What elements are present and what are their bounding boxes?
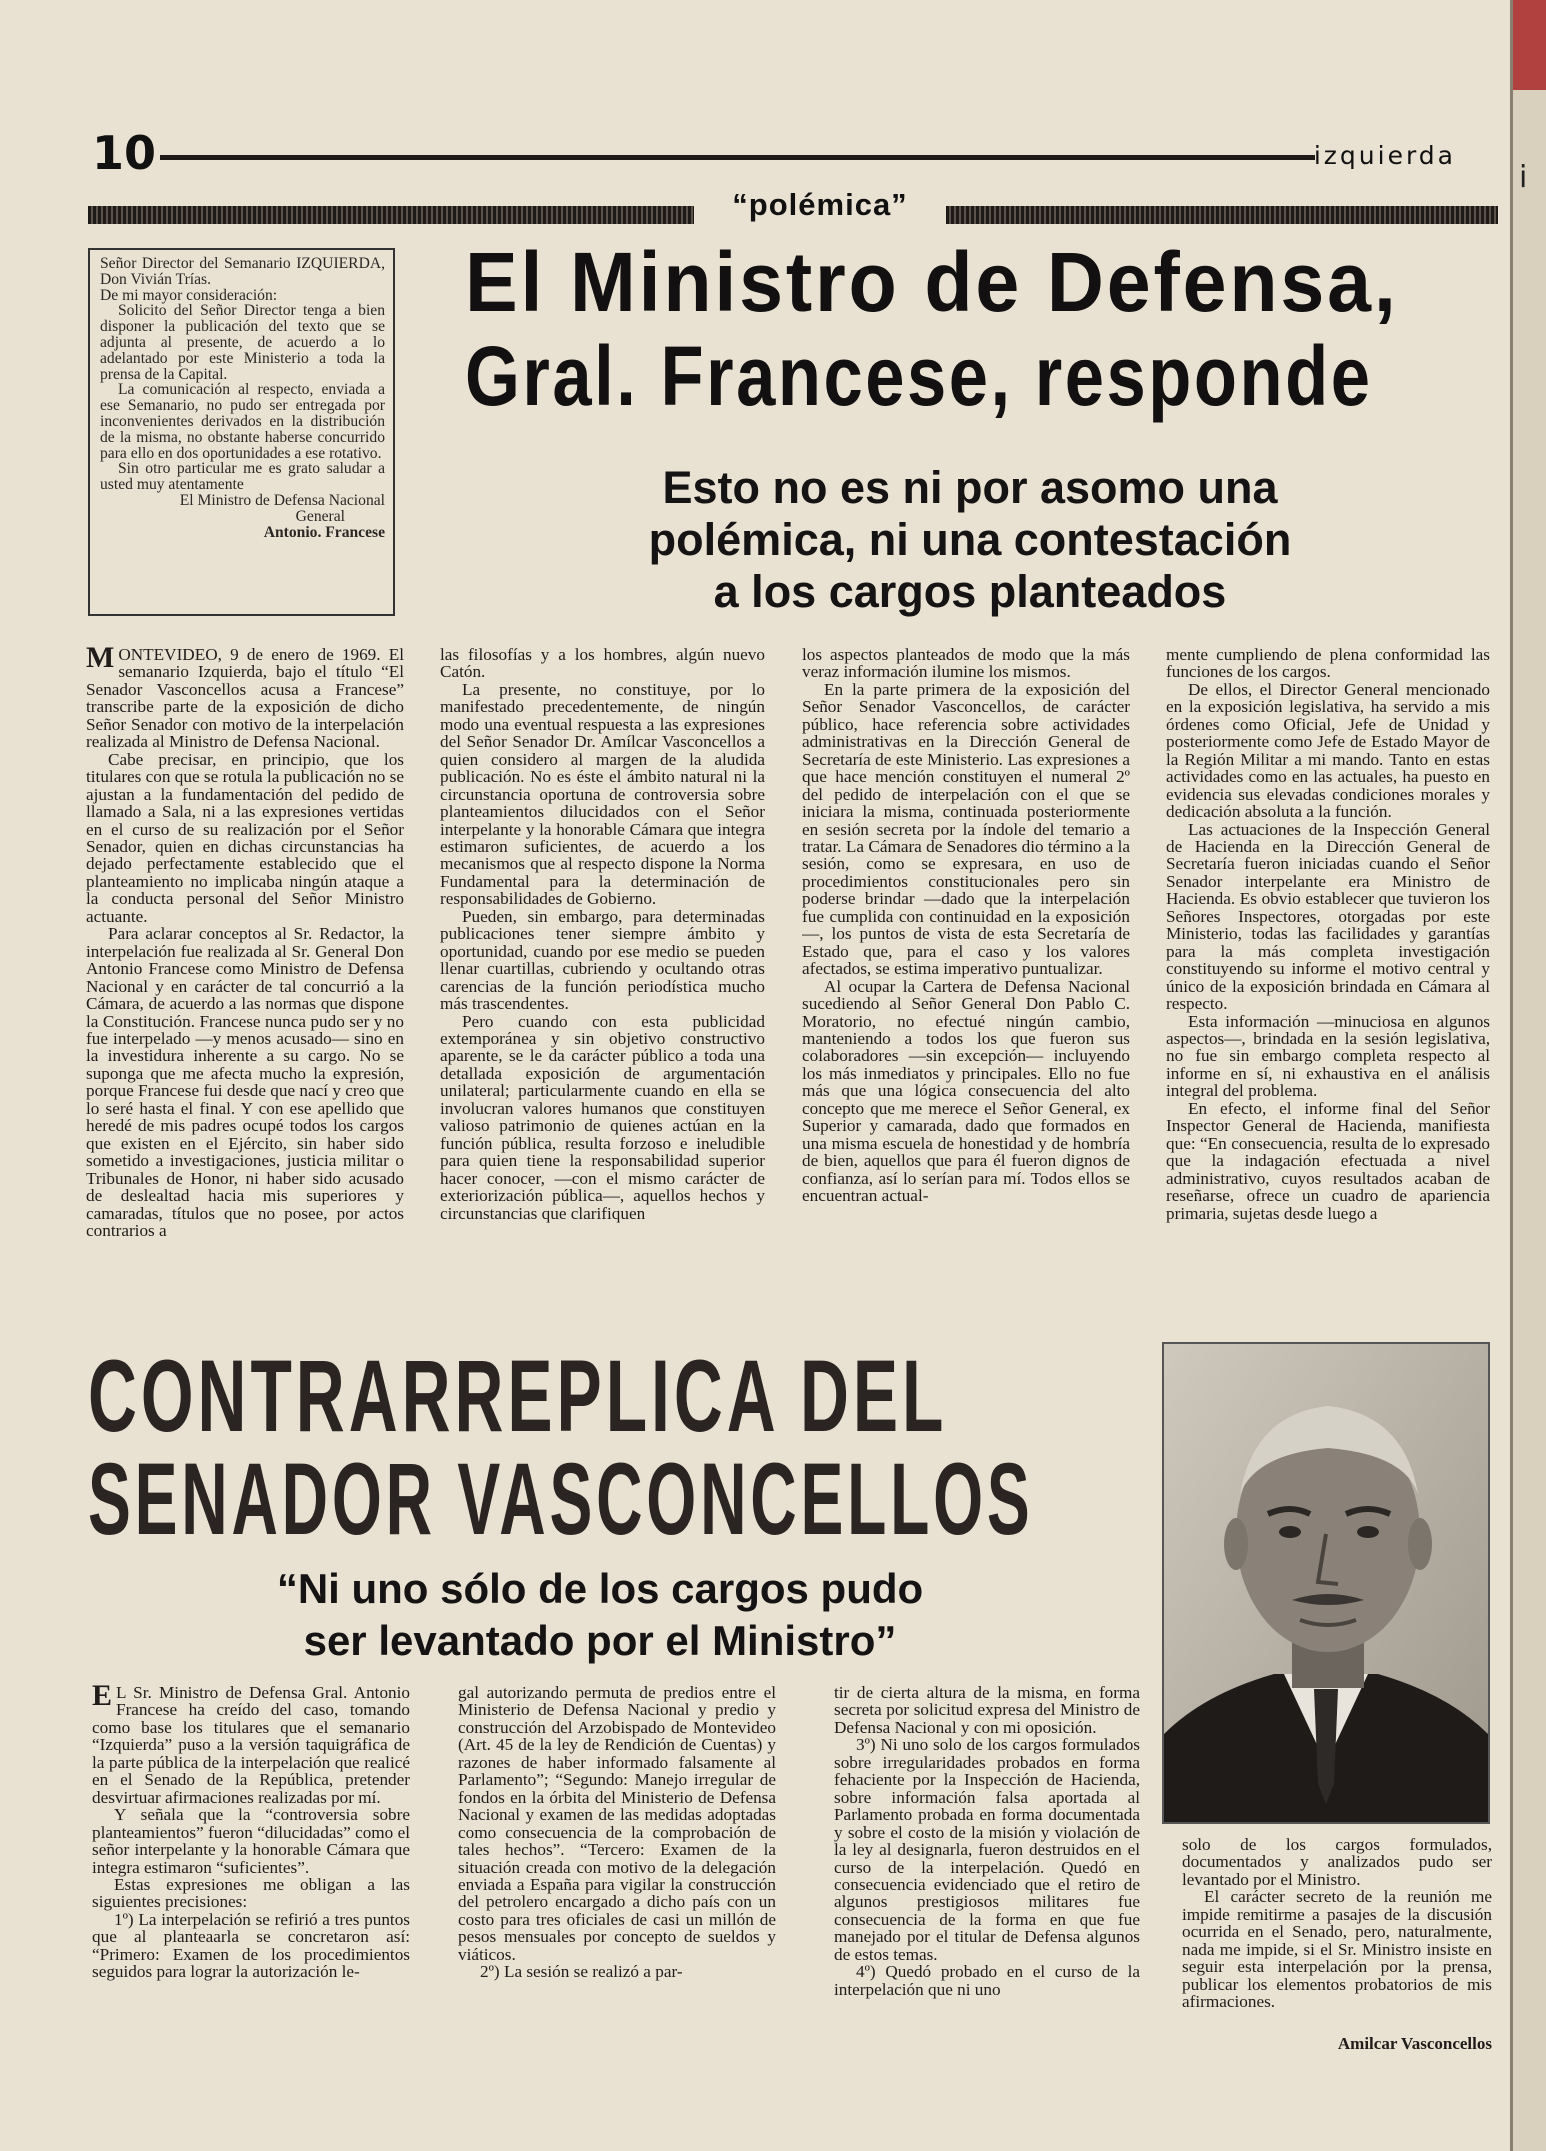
paragraph: 4º) Quedó probado en el curso de la interpelación que ni uno (834, 1962, 1140, 1999)
paragraph: los aspectos planteados de modo que la más veraz información ilumine los mismos. (802, 646, 1130, 682)
paragraph: Las actuaciones de la Inspección General de Hacienda en la Dirección General de Secretaría fueron iniciadas cuando el Señor Senador interpelante era Ministro de Hacienda. Es obvio establecer que tuvieron los Señores Inspectores, otorgadas por este Ministerio, todas las facilidades y garantías para la más completa investigación constituyendo su informe el motivo central y único de la exposición brindada en Cámara al respecto. (1166, 819, 1490, 1014)
paragraph: Cabe precisar, en principio, que los titulares con que se rotula la publicación no se ajustan a la fundamentación del pedido de llamado a Sala, ni a las expresiones vertidas en el curso de su realización por el Señor Senador, quien en dichas circunstancias ha dejado perfectamente establecido que el planteamiento no implicaba ningún ataque a la conducta personal del Señor Ministro actuante. (86, 749, 404, 926)
article-1-column-1 (86, 646, 404, 1314)
letter-closing: El Ministro de Defensa Nacional (179, 491, 385, 509)
article-1-column-3 (802, 646, 1130, 1314)
paragraph: El carácter secreto de la reunión me impide remitirme a pasajes de la discusión ocurrida en el Senado, pero, naturalmente, nada me impide, si el Sr. Ministro insiste en seguir esta interpelación por la prensa, publicar los elementos probatorios de mis afirmaciones. (1182, 1887, 1492, 2012)
paragraph: mente cumpliendo de plena conformidad las funciones de los cargos. (1166, 646, 1490, 682)
adjacent-page-edge (1510, 0, 1546, 2151)
paragraph: Esta información —minuciosa en algunos aspectos—, brindada en la sesión legislativa, no fue sin embargo completa respecto al informe en sí, ni exhaustiva en el análisis integral del problema. (1166, 1011, 1490, 1101)
paragraph: En la parte primera de la exposición del Señor Senador Vasconcellos, de carácter público, hace referencia sobre actividades administrativas en la Dirección General de Secretaría de este Ministerio. Las expresiones a que hace mención constituyen el numeral 2º del pedido de interpelación con el que se iniciara la misma, continuada posteriormente en sesión secreta por la índole del temario a tratar. La Cámara de Senadores dio término a la sesión, como se expresara, en uso de procedimientos constitucionales pero sin poderse brindar —dado que la interpelación fue cumplida con continuidad en la exposición—, los puntos de vista de esta Secretaría de Estado que, para el caso y los valores afectados, se estima imperativo puntualizar. (802, 679, 1130, 979)
adjacent-page-fragment: i (1519, 160, 1528, 195)
subhead-1-line-3: a los cargos planteados (713, 566, 1227, 617)
paragraph: L Sr. Ministro de Defensa Gral. Antonio Francese ha creído del caso, tomando como base los titulares que el semanario “Izquierda” puso a la versión taquigráfica de la parte pública de la interpelación que realicé en el Senado de la República, pretender desvirtuar afirmaciones realizadas por mí. (92, 1684, 410, 1807)
paragraph: Al ocupar la Cartera de Defensa Nacional sucediendo al Señor General Don Pablo C. Moratorio, no efectué ningún cambio, manteniendo a todos los que fueron sus colaboradores —sin excepción— incluyendo los más inmediatos y principales. Ello no fue más que una lógica consecuencia del alto concepto que me merece el Señor General, ex Superior y camarada, dado que formados en una misma escuela de honestidad y de hombría de bien, aquellos que para él fueron dignos de confianza, así lo serían para mí. Todos ellos se encuentran actual- (802, 976, 1130, 1206)
paragraph: En efecto, el informe final del Señor Inspector General de Hacienda, manifiesta que: “En consecuencia, resulta de lo expresado que la indagación efectuada a nivel administrativo, cuyos resultados acaban de reseñarse, ofrece un cuadro de apariencia primaria, sujetas desde luego a (1166, 1098, 1490, 1223)
masthead: izquierda (1313, 141, 1456, 170)
article-2-column-1 (92, 1684, 410, 2064)
dropcap: M (86, 646, 115, 674)
letter-paragraph: Sin otro particular me es grato saludar a usted muy atentamente (100, 460, 385, 494)
letter-box (88, 248, 395, 616)
subhead-2-line-2: ser levantado por el Ministro” (303, 1617, 897, 1664)
paragraph: Pueden, sin embargo, para determinadas publicaciones tener siempre ámbito y oportunidad, cuando por ese medio se pueden llenar cuartillas, cubriendo y ocultando otras carencias de la función periodística mucho más trascendentes. (440, 906, 765, 1014)
subhead-1-line-1: Esto no es ni por asomo una (662, 462, 1278, 513)
header-rule (160, 155, 1315, 160)
adjacent-page-color-strip (1513, 0, 1546, 90)
article-2-signature: Amilcar Vasconcellos (1337, 2034, 1492, 2053)
paragraph: gal autorizando permuta de predios entre el Ministerio de Defensa Nacional y predio y construcción del Arzobispado de Montevideo (Art. 45 de la ley de Rendición de Cuentas) y razones de haber informado falsamente al Parlamento”; “Segundo: Manejo irregular de fondos en la órbita del Ministerio de Defensa Nacional y examen de las medidas adoptadas como consecuencia de la comprobación de tales hechos”. “Tercero: Examen de la situación creada con motivo de la delegación enviada a España para vigilar la construcción del petrolero encargado a dicho país con un costo para tres oficiales de casi un millón de pesos mensuales por concepto de sueldos y viáticos. (458, 1684, 776, 1964)
paragraph: 2º) La sesión se realizó a par- (480, 1962, 683, 1982)
dropcap: E (92, 1684, 113, 1712)
section-bar-left (88, 206, 694, 224)
article-1-column-2 (440, 646, 765, 1314)
letter-paragraph: Solicito del Señor Director tenga a bien disponer la publicación del texto que se adjunta al presente, de acuerdo a lo adelantado por este Ministerio a toda la prensa de la Capital. (100, 302, 385, 383)
article-1-column-4 (1166, 646, 1490, 1314)
portrait-image (1164, 1344, 1488, 1822)
paragraph: Para aclarar conceptos al Sr. Redactor, la interpelación fue realizada al Sr. General Don Antonio Francese como Ministro de Defensa Nacional y en carácter de tal concurrió a la Cámara, de acuerdo a las normas que dispone la Constitución. Francese nunca pudo ser y no fue interpelado —y menos acusado— sino en la investidura inherente a su cargo. No se suponga que me afecta mucho la expresión, porque Francese fui desde que nací y creo que lo seré hasta el final. Y con ese apellido que heredé de mis padres ocupé todos los cargos que existen en el Ejército, sin haber sido sometido a investigaciones, justicia militar o Tribunales de Honor, ni haber sido acusado de deslealtad hacia mis superiores y camaradas, títulos que no posee, por actos contrarios a (86, 924, 404, 1240)
page-number: 10 (92, 126, 157, 180)
paragraph: tir de cierta altura de la misma, en forma secreta por solicitud expresa del Ministro de Defensa Nacional y con mi oposición. (834, 1684, 1140, 1737)
paragraph: Pero cuando con esta publicidad extemporánea y sin objetivo constructivo aparente, se le da carácter público a toda una detallada exposición de argumentación unilateral; particularmente cuando en ella se involucran valores humanos que constituyen valioso patrimonio de quienes actúan en la función pública, resulta forzoso e ineludible para quien tiene la responsabilidad superior hacer conocer, —con el mismo carácter de exteriorización pública—, aquellos hechos y circunstancias que clarifiquen (440, 1011, 765, 1223)
article-2-column-4 (1182, 1836, 1492, 2022)
subhead-2-line-1: “Ni uno sólo de los cargos pudo (276, 1565, 924, 1612)
letter-paragraph: Señor Director del Semanario IZQUIERDA, Don Vivián Trías. (100, 255, 385, 288)
paragraph: De ellos, el Director General mencionado en la exposición legislativa, ha servido a mis órdenes como Oficial, Jefe de Unidad y posteriormente como Jefe de Estado Mayor de la Región Militar a mi mando. Tanto en estas actividades como en las actuales, ha puesto en evidencia sus elevadas condiciones morales y dedicación absoluta a la función. (1166, 679, 1490, 822)
paragraph: 3º) Ni uno solo de los cargos formulados sobre irregularidades probados en forma fehaciente por la Inspección de Hacienda, sobre información falsa aportada al Parlamento probada en forma documentada y sobre el costo de la misión y violación de la ley al designarla, fueron destruidos en el curso de la interpelación. Quedó en consecuencia evidenciado que el retiro de algunos prestigiosos militares fue consecuencia de la forma en que fue manejado por el titular de Defensa algunos de estos temas. (834, 1735, 1140, 1964)
letter-closing: General (295, 507, 345, 525)
paragraph: 1º) La interpelación se refirió a tres puntos que al planteaarla se concretaron así: “Primero: Examen de los procedimientos seguidos para lograr la autorización le- (92, 1909, 410, 1982)
headline-2-line-2: SENADOR VASCONCELLOS (88, 1442, 1034, 1556)
paragraph: las filosofías y a los hombres, algún nuevo Catón. (440, 646, 765, 682)
paragraph: Y señala que la “controversia sobre planteamientos” fueron “dilucidadas” como el señor interpelante y la honorable Cámara que integra estimaron “suficientes”. (92, 1805, 410, 1877)
paragraph: solo de los cargos formulados, documentados y analizados pudo ser levantado por el Ministro. (1182, 1836, 1492, 1889)
letter-paragraph: La comunicación al respecto, enviada a ese Semanario, no pudo ser entregada por inconvenientes derivados en la distribución de la misma, no obstante haberse concurrido para ello en dos oportunidades a ese rotativo. (100, 381, 385, 462)
headline-1-line-2: Gral. Francese, responde (465, 329, 1373, 423)
article-2-column-3 (834, 1684, 1140, 2064)
paragraph: Estas expresiones me obligan a las siguientes precisiones: (92, 1874, 410, 1912)
section-label: “polémica” (732, 187, 908, 222)
letter-paragraph: De mi mayor consideración: (100, 286, 278, 304)
subhead-1-line-2: polémica, ni una contestación (648, 514, 1292, 565)
paragraph: La presente, no constituye, por lo manifestado precedentemente, de ningún modo una eventual respuesta a las expresiones del Señor Senador Dr. Amílcar Vasconcellos a quien considero al margen de la aludida publicación. No es éste el ámbito natural ni la circunstancia oportuna de controversia sobre planteamientos dilucidados con el Señor interpelante y la honorable Cámara que integra estimaron suficientes, de acuerdo a los mecanismos que al respecto dispone la Norma Fundamental para la determinación de responsabilidades de Gobierno. (440, 679, 765, 909)
headline-2-line-1: CONTRARREPLICA DEL (88, 1339, 948, 1453)
letter-signature: Antonio. Francese (263, 523, 385, 541)
article-2-column-2 (458, 1684, 776, 2064)
headline-1-line-1: El Ministro de Defensa, (465, 235, 1399, 329)
paragraph: ONTEVIDEO, 9 de enero de 1969. El semanario Izquierda, bajo el título “El Senador Vasconcellos acusa a Francese” transcribe parte de la exposición de dicho Señor Senador con motivo de la interpelación realizada al Ministro de Defensa Nacional. (86, 646, 404, 752)
section-bar-right (946, 206, 1498, 224)
senator-portrait (1162, 1342, 1490, 1824)
